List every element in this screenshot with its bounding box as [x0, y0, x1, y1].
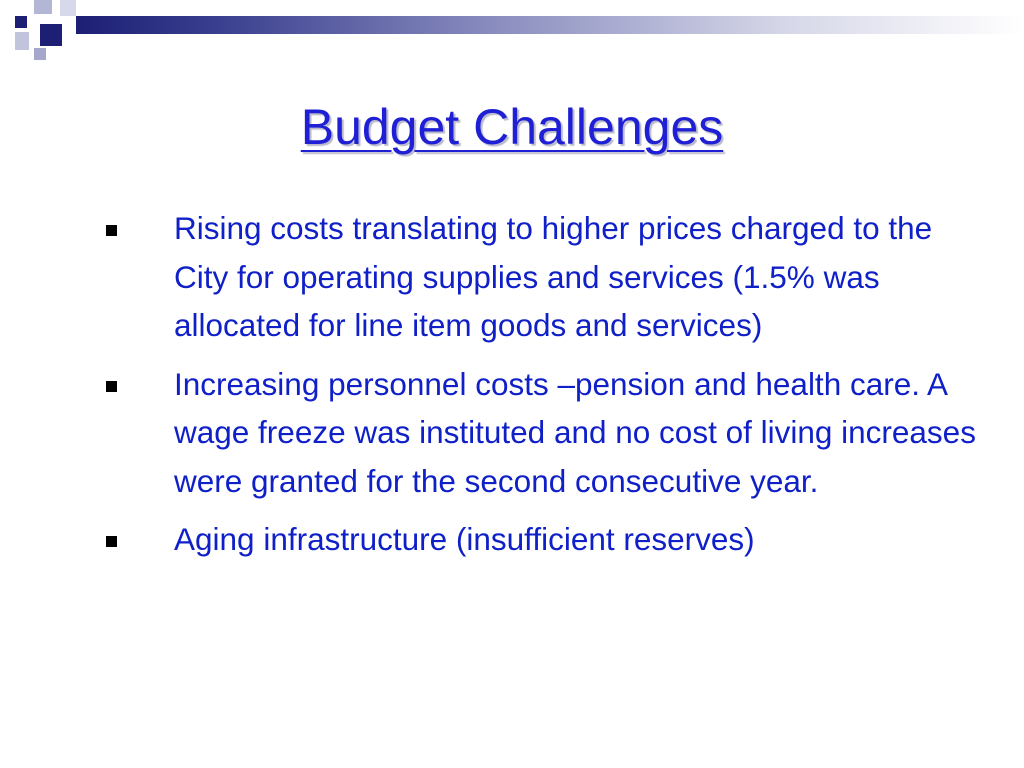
header-decoration-bar — [76, 16, 1024, 34]
bullet-text: Aging infrastructure (insufficient reserves) — [174, 521, 755, 557]
bullet-list — [106, 204, 986, 574]
slide-title: Budget Challenges — [300, 99, 724, 155]
bullet-square-icon — [106, 381, 117, 392]
decorative-square — [60, 0, 76, 16]
bullet-text: Increasing personnel costs –pension and health care. A wage freeze was instituted and no cost of living increases were granted for the second consecutive year. — [174, 365, 976, 499]
decorative-square — [15, 16, 27, 28]
decorative-square — [34, 0, 52, 14]
decorative-square — [34, 48, 46, 60]
bullet-square-icon — [106, 536, 117, 547]
bullet-text: Rising costs translating to higher prices charged to the City for operating supplies and services (1.5% was allocated for line item goods and services) — [174, 210, 933, 343]
bullet-item-3 — [106, 515, 986, 564]
bullet-square-icon — [106, 225, 117, 236]
bullet-item-1 — [106, 204, 986, 350]
bullet-item-2 — [106, 360, 986, 506]
decorative-square — [40, 24, 62, 46]
decorative-square — [15, 32, 29, 50]
